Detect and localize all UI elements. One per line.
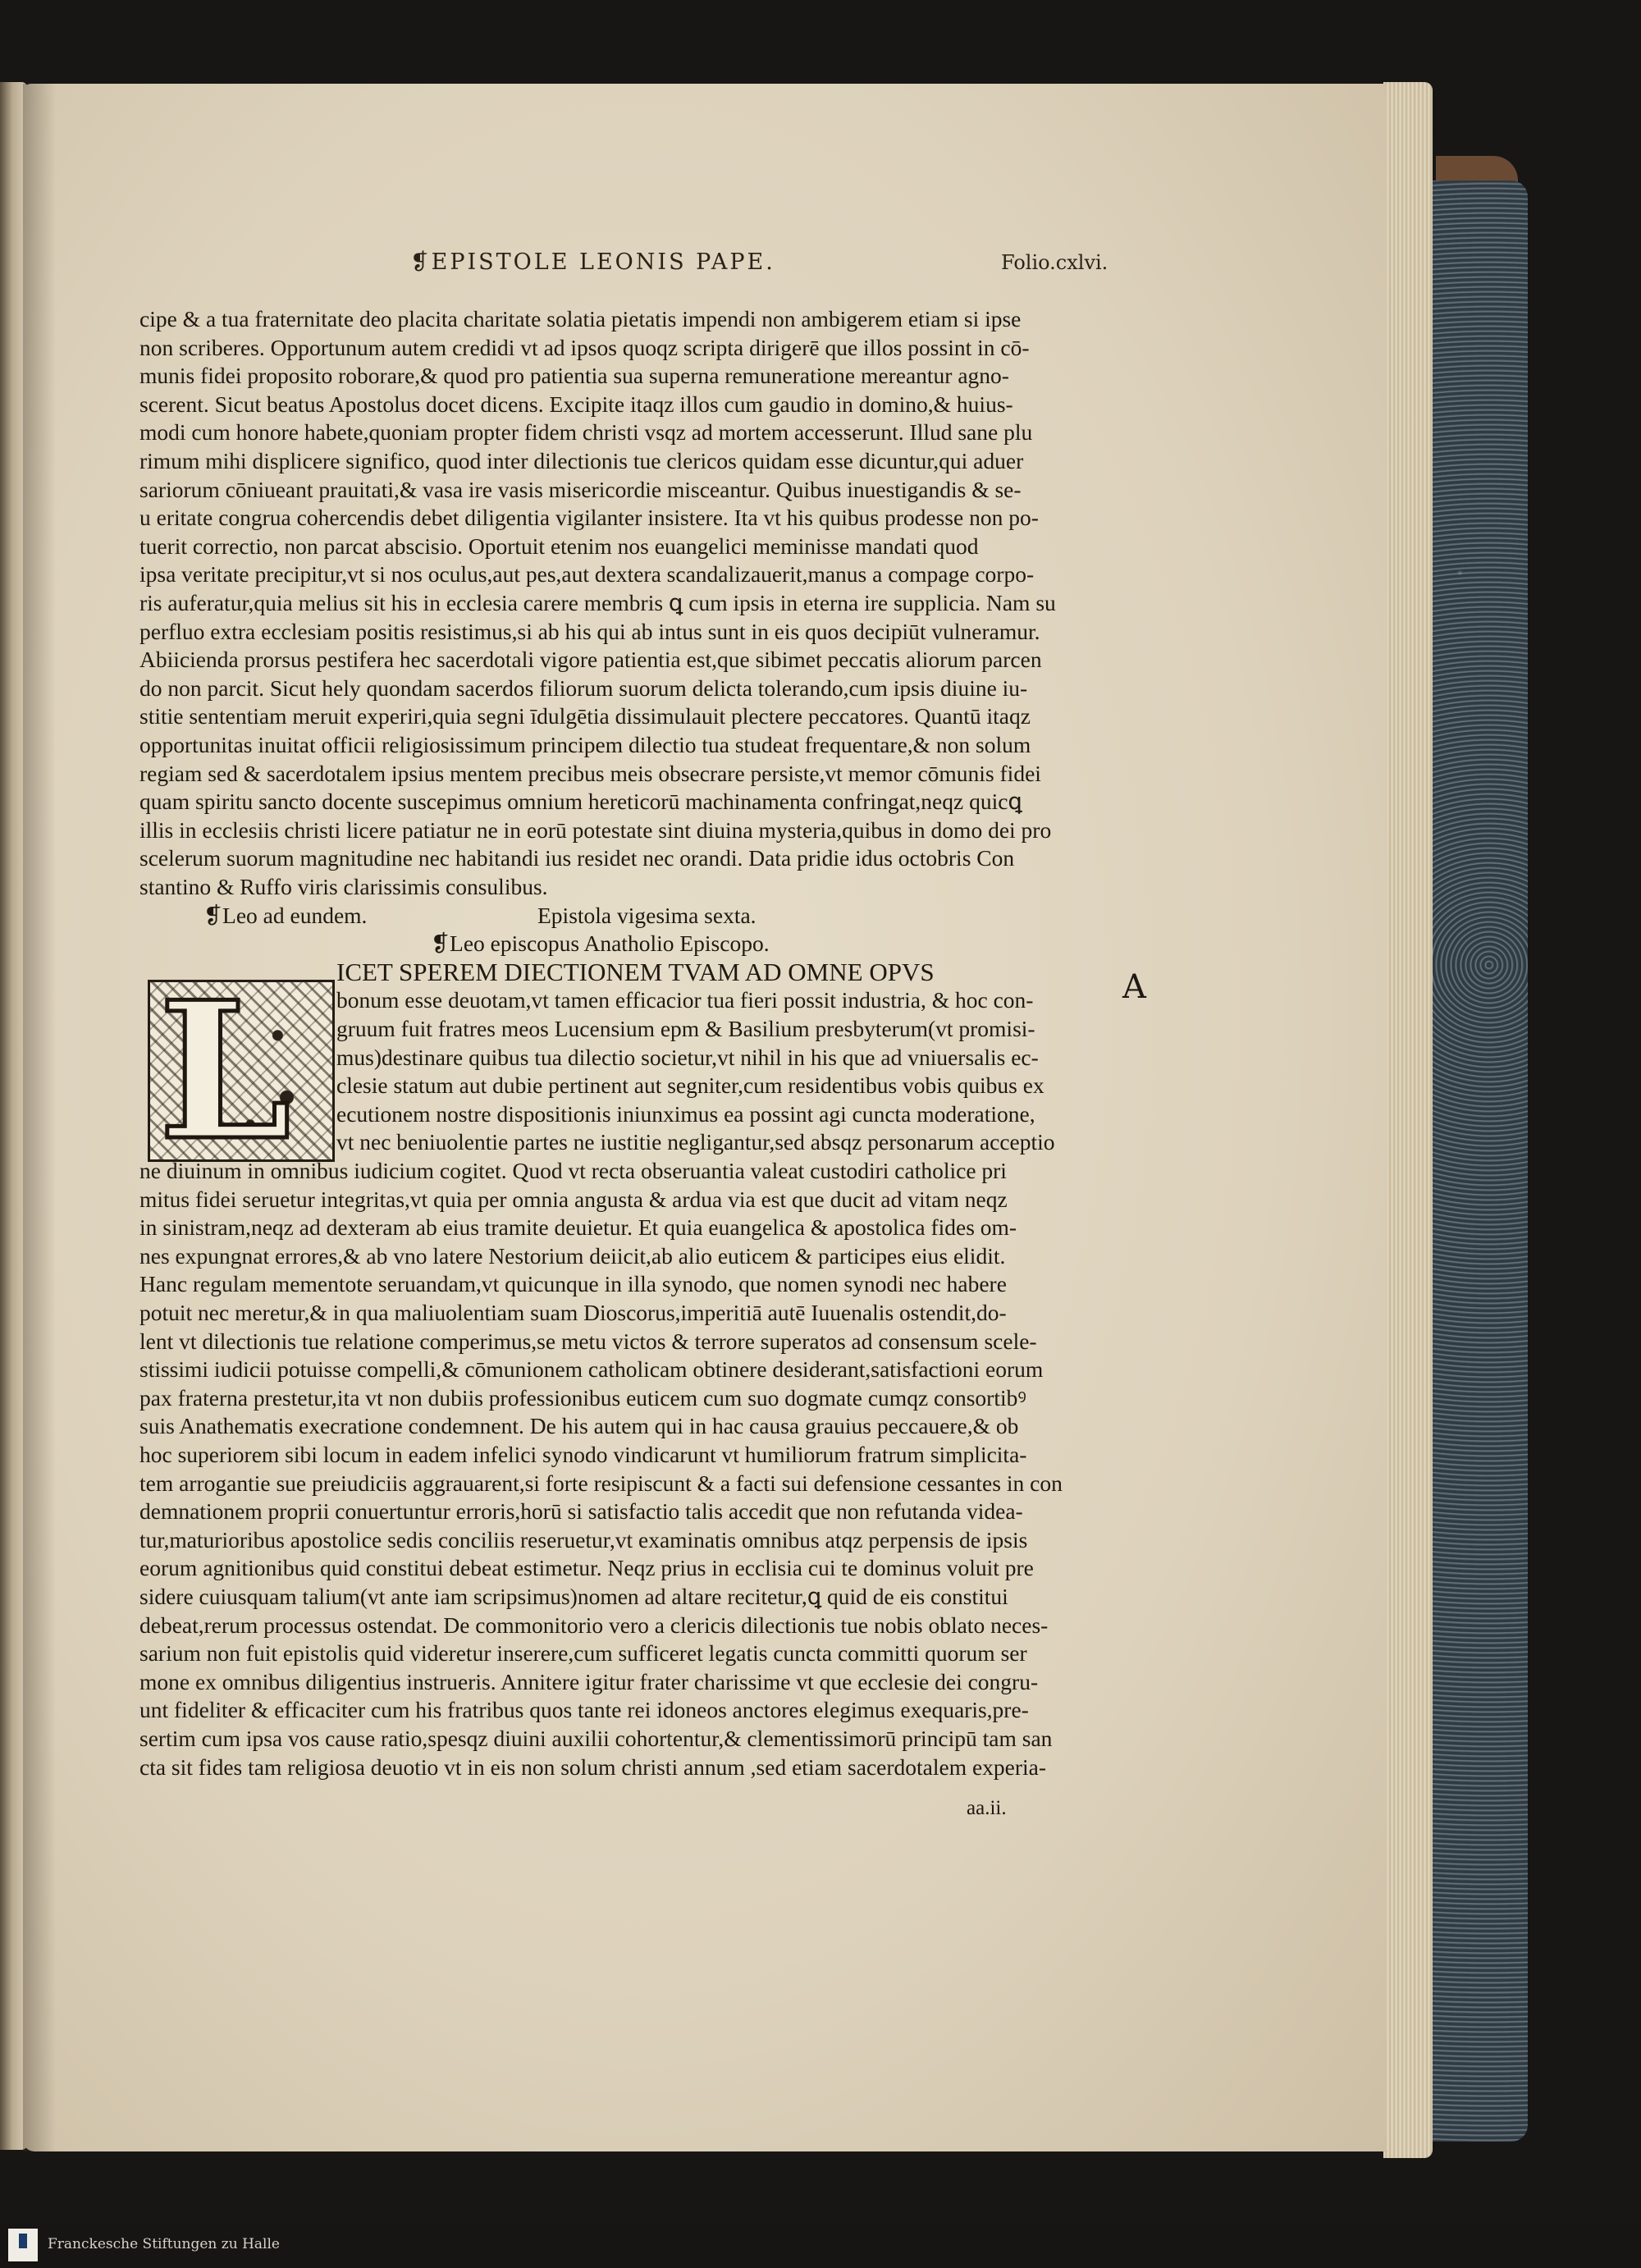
text-line: vt nec beniuolentie partes ne iustitie negligantur,sed absqz personarum acceptio: [336, 1129, 1055, 1155]
text-line: debeat,rerum processus ostendat. De commonitorio vero a clericis dilectionis tue nobis oblato neces-: [139, 1612, 1049, 1638]
text-line: illis in ecclesiis christi licere patiatur ne in eorū potestate sint diuina mysteria,quibus in domo dei pro: [139, 816, 1052, 843]
letter-address-text: Leo episcopus Anatholio Episcopo.: [450, 931, 770, 957]
pilcrow-icon: ❡: [203, 902, 223, 929]
text-line: do non parcit. Sicut hely quondam sacerdos filiorum suorum delicta tolerando,cum ipsis diuine iu-: [139, 674, 1028, 701]
text-line: mitus fidei seruetur integritas,vt quia per omnia angusta & ardua via est que ducit ad vitam neqz: [139, 1186, 1008, 1212]
opening-capitals-line: ICET SPEREM DIECTIONEM TVAM AD OMNE OPVS: [336, 958, 935, 985]
letter-address: [431, 930, 964, 957]
text-line: opportunitas inuitat officii religiosissimum principem dilectio tua studeat frequentare,& non solum: [139, 732, 1031, 757]
text-line: rimum mihi displicere significo, quod inter dilectionis tue clericos quidam esse dicuntur,qui aduer: [139, 448, 1024, 473]
text-line: cipe & a tua fraternitate deo placita charitate solatia pietatis impendi non ambigerem etiam si ipse: [139, 306, 1022, 332]
text-line: hoc superiorem sibi locum in eadem infelici synodo vindicarunt vt humiliorum fratrum simplicita-: [139, 1442, 1027, 1467]
text-line: tur,maturioribus apostolice sedis conciliis reseruetur,vt examinatis omnibus atqz perpensis de ipsis: [139, 1526, 1028, 1552]
text-line: eorum agnitionibus quid constitui debeat estimetur. Neqz prius in ecclisia cui te dominus voluit pre: [139, 1555, 1034, 1581]
text-line: u eritate congrua cohercendis debet diligentia vigilanter insistere. Ita vt his quibus prodesse non po-: [139, 505, 1039, 531]
marginal-letter: A: [1122, 968, 1146, 1006]
text-line: tuerit correctio, non parcat abscisio. Oportuit etenim nos euangelici meminisse mandati quod: [139, 533, 979, 559]
text-line: sariorum cōniueant prauitati,& vasa ire vasis misericordie misceantur. Quibus inuestigandis & se-: [139, 476, 1022, 502]
text-line: potuit nec meretur,& in qua maliuolentiam suam Dioscorus,imperitiā autē Iuuenalis ostendit,do-: [139, 1300, 1007, 1325]
pilcrow-icon: ❡: [410, 249, 432, 275]
library-logo-icon: [8, 2229, 38, 2261]
letter-heading-text: Leo ad eundem.: [222, 902, 368, 928]
text-line: mone ex omnibus diligentius instrueris. Annitere igitur frater charissime vt que ecclesie dei congru-: [139, 1668, 1039, 1694]
text-line: munis fidei proposito roborare,& quod pro patientia sua superna remuneratione mereantur agno-: [139, 363, 1009, 389]
text-line: scerent. Sicut beatus Apostolus docet dicens. Excipite itaqz illos cum gaudio in domino,& huius-: [139, 391, 1013, 417]
initial-letter: L: [158, 961, 291, 1182]
text-line: in sinistram,neqz ad dexteram ab eius tramite deuietur. Et quia euangelica & apostolica fides om-: [139, 1214, 1017, 1241]
text-line: unt fideliter & efficaciter cum his fratribus quos tante rei idoneos anctores elegimus exequaris,pre-: [139, 1697, 1029, 1723]
text-line: modi cum honore habete,quoniam propter fidem christi vsqz ad mortem accesserunt. Illud sane plu: [139, 419, 1033, 446]
text-line: stissimi iudicii potuisse compelli,& cōmunionem catholicam obtinere desiderant,satisfactioni eorum: [139, 1356, 1044, 1383]
text-line: quam spiritu sancto docente suscepimus omnium hereticorū machinamenta confringat,neqz quicꝗ: [139, 789, 1022, 815]
text-line: sidere cuiusquam talium(vt ante iam scripsimus)nomen ad altare recitetur,ꝗ quid de eis constitui: [139, 1584, 1008, 1609]
text-line: sarium non fuit epistolis quid videretur inserere,cum sufficeret legatis cuncta committi quorum ser: [139, 1640, 1027, 1667]
text-line: stitie sententiam meruit experiri,quia segni īdulgētia dissimulauit plectere peccatores. Quantū itaqz: [139, 703, 1031, 729]
text-line: suis Anathematis execratione condemnent. De his autem qui in hac causa grauius peccauere,& ob: [139, 1413, 1019, 1439]
page-gutter-shadow: [23, 84, 56, 2151]
folio-number: Folio.cxlvi.: [1001, 251, 1108, 274]
text-line: tem arrogantie sue preiudiciis aggrauarent,si forte resipiscunt & a facti sui defensione cessantes in con: [139, 1470, 1063, 1496]
book-cover-marbled: [1431, 181, 1528, 2142]
decorated-initial: [148, 961, 335, 1182]
running-head-text: EPISTOLE LEONIS PAPE.: [431, 249, 775, 275]
text-line: ne diuinum in omnibus iudicium cogitet. Quod vt recta obseruantia valeat custodiri catholice pri: [139, 1158, 1007, 1183]
text-line: non scriberes. Opportunum autem credidi vt ad ipsos quoqz scripta dirigerē que illos possint in cō-: [139, 334, 1030, 360]
text-line: Hanc regulam mementote seruandam,vt quicunque in illa synodo, que nomen synodi nec habere: [139, 1271, 1007, 1297]
text-line: clesie statum aut dubie pertinent aut segniter,cum residentibus vobis quibus ex: [336, 1072, 1044, 1099]
text-line: lent vt dilectionis tue relatione comperimus,se metu victos & terrore superatos ad consensum scele-: [139, 1328, 1037, 1354]
text-line: bonum esse deuotam,vt tamen efficacior tua fieri possit industria, & hoc con-: [336, 987, 1034, 1013]
footer-bar: [0, 2224, 1641, 2268]
text-line: pax fraterna prestetur,ita vt non dubiis professionibus euticem cum suo dogmate cumqz consortibꝰ: [139, 1384, 1026, 1411]
footer-text: Franckesche Stiftungen zu Halle: [48, 2236, 280, 2252]
signature-mark: aa.ii.: [967, 1797, 1007, 1819]
letter-heading: [203, 902, 474, 929]
text-line: ecutionem nostre dispositionis iniunximus ea possint agi cuncta moderatione,: [336, 1100, 1035, 1127]
text-line: mus)destinare quibus tua dilectio societur,vt nihil in his que ad vniuersalis ec-: [336, 1044, 1039, 1070]
text-line: scelerum suorum magnitudine nec habitandi ius residet nec orandi. Data pridie idus octobris Con: [139, 845, 1015, 871]
pilcrow-icon: ❡: [431, 931, 450, 958]
text-line: sertim cum ipsa vos cause ratio,spesqz diuini auxilii cohortentur,& clementissimorū principū tam san: [139, 1726, 1053, 1751]
text-line: regiam sed & sacerdotalem ipsius mentem precibus meis obsecrare persiste,vt memor cōmunis fidei: [139, 760, 1041, 786]
text-line: cta sit fides tam religiosa deuotio vt in eis non solum christi annum ,sed etiam sacerdotalem experia-: [139, 1754, 1047, 1780]
page-fore-edge: [1383, 82, 1433, 2158]
text-line: ipsa veritate precipitur,vt si nos oculus,aut pes,aut dextera scandalizauerit,manus a compage corpo-: [139, 561, 1035, 588]
epistle-number: Epistola vigesima sexta.: [537, 902, 757, 928]
text-line: nes expungnat errores,& ab vno latere Nestorium deiicit,ab alio euticem & participes eius elidit.: [139, 1242, 1006, 1269]
text-line: Abiicienda prorsus pestifera hec sacerdotali vigore patientia est,que sibimet peccatis aliorum parcen: [139, 647, 1042, 673]
text-line: perfluo extra ecclesiam positis resistimus,si ab his qui ab intus sunt in eis quos decipiūt vulneramur.: [139, 618, 1040, 644]
text-line: gruum fuit fratres meos Lucensium epm & Basilium presbyterum(vt promisi-: [336, 1016, 1035, 1041]
running-head: [410, 249, 775, 275]
text-line: ris auferatur,quia melius sit his in ecclesia carere membris ꝗ cum ipsis in eterna ire supplicia. Nam su: [139, 590, 1056, 615]
text-line: stantino & Ruffo viris clarissimis consulibus.: [139, 874, 548, 899]
text-line: demnationem proprii conuertuntur erroris,horū si satisfactio talis accedit que non refutanda videa-: [139, 1498, 1023, 1525]
